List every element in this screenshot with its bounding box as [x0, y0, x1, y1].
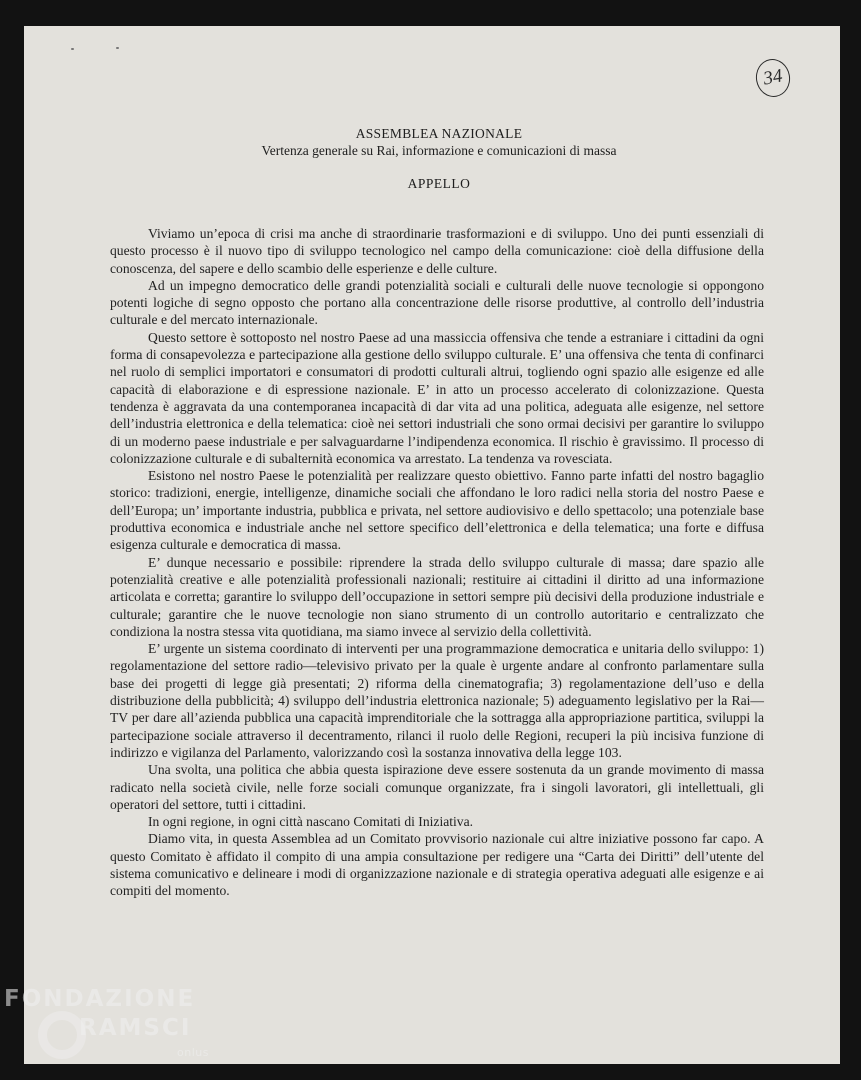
- archive-watermark: [4, 986, 244, 1076]
- paragraph: Ad un impegno democratico delle grandi potenzialità sociali e culturali delle nuove tecnologie si oppongono potenti logiche di segno opposto che portano alla concentrazione delle risorse produttive, al controllo dell’industria culturale e del mercato internazionale.: [110, 277, 764, 328]
- watermark-line1: FONDAZIONE: [4, 986, 196, 1012]
- document-header: [24, 125, 854, 192]
- paragraph: Una svolta, una politica che abbia questa ispirazione deve essere sostenuta da un grande movimento di massa radicato nella società civile, nelle forze sociali comunque organizzate, fra i singoli lavoratori, gli intellettuali, gli operatori del settore, tutti i cittadini.: [110, 762, 764, 812]
- document-page: [24, 26, 840, 1064]
- document-heading: APPELLO: [407, 176, 471, 191]
- paragraph: Diamo vita, in questa Assemblea ad un Comitato provvisorio nazionale cui altre iniziative possono far capo. A questo Comitato è affidato il compito di una ampia consultazione per redigere una “Carta dei Diritti” dell’utente del sistema comunicativo e delineare i modi di organizzazione nazionale e di strategia operativa adeguati alle esigenze e ai compiti del momento.: [110, 831, 764, 899]
- paragraph: E’ urgente un sistema coordinato di interventi per una programmazione democratica e unitaria dello sviluppo: 1) regolamentazione del settore radio—televisivo privato per la quale è urgente andare al confronto parlamentare sulla base dei progetti di legge già presentati; 2) riforma della cinematografia; 3) regolamentazione dell’uso e della distribuzione della pubblicità; 4) sviluppo dell’industria elettronica nazionale; 5) adeguamento legislativo per la Rai—TV per dare all’azienda pubblica una capacità imprenditoriale che la sottragga alla appropriazione partitica, sviluppi la partecipazione sociale attraverso il decentramento, rilanci il ruolo delle Regioni, recuperi la più incisiva funzione di indirizzo e vigilanza del Parlamento, valorizzando così la sostanza innovativa della legge 103.: [110, 641, 764, 760]
- paragraph: Questo settore è sottoposto nel nostro Paese ad una massiccia offensiva che tende a estraniare i cittadini da ogni forma di consapevolezza e partecipazione alla gestione dello sviluppo culturale. E’ una offensiva che tenta di confinarci nel ruolo di semplici importatori e consumatori di prodotti culturali altrui, togliendo ogni spazio alle esigenze ed alle capacità di elaborazione e di espressione nazionale. E’ in atto un processo accelerato di colonizzazione. Questa tendenza è aggravata da una contemporanea incapacità di dar vita ad una politica, adeguata alle esigenze, nel settore dell’industria elettronica e della telematica: cioè nei settori industriali che sono ormai decisivi per garantire lo sviluppo di un moderno paese industriale e per salvaguardarne l’indipendenza economica. Il rischio è gravissimo. Il processo di colonizzazione culturale e di subalternità economica va arrestato. La tendenza va rovesciata.: [110, 329, 764, 466]
- document-body: [110, 225, 764, 900]
- document-subtitle: Vertenza generale su Rai, informazione e comunicazioni di massa: [261, 143, 617, 158]
- paragraph: Viviamo un’epoca di crisi ma anche di straordinarie trasformazioni e di sviluppo. Uno dei punti essenziali di questo processo è il nuovo tipo di sviluppo tecnologico nel campo della comunicazione: cioè della diffusione della conoscenza, del sapere e dello scambio delle esperienze e delle culture.: [110, 226, 764, 276]
- paragraph: E’ dunque necessario e possibile: riprendere la strada dello sviluppo culturale di massa; dare spazio alle potenzialità creative e alle potenzialità professionali nazionali; restituire ai cittadini il diritto ad una informazione articolata e corretta; garantire lo sviluppo dell’occupazione in settori sempre più decisivi della produzione industriale e culturale; garantire che le nuove tecnologie non siano strumento di un controllo autoritario e centralizzato che condiziona la nostra stessa vita quotidiana, ma siamo invece al servizio della collettività.: [110, 554, 764, 639]
- handwritten-page-number: 34: [753, 56, 793, 99]
- document-title: ASSEMBLEA NAZIONALE: [355, 126, 523, 141]
- paper-speck: [71, 48, 74, 50]
- watermark-line2: RAMSCI: [79, 1015, 192, 1041]
- paragraph: In ogni regione, in ogni città nascano Comitati di Iniziativa.: [148, 814, 474, 830]
- paper-speck: [116, 47, 119, 49]
- paragraph: Esistono nel nostro Paese le potenzialità per realizzare questo obiettivo. Fanno parte infatti del nostro bagaglio storico: tradizioni, energie, intelligenze, dinamiche sociali che affondano le loro radici nella storia del nostro Paese e dell’Europa; un’ importante industria, pubblica e privata, nel settore audiovisivo e dello spettacolo; una potenziale base produttiva economica e industriale anche nel settore specifico dell’elettronica e della telematica; una forte e diffusa esigenza culturale e democratica di massa.: [110, 468, 764, 553]
- watermark-onlus: onlus: [177, 1046, 209, 1059]
